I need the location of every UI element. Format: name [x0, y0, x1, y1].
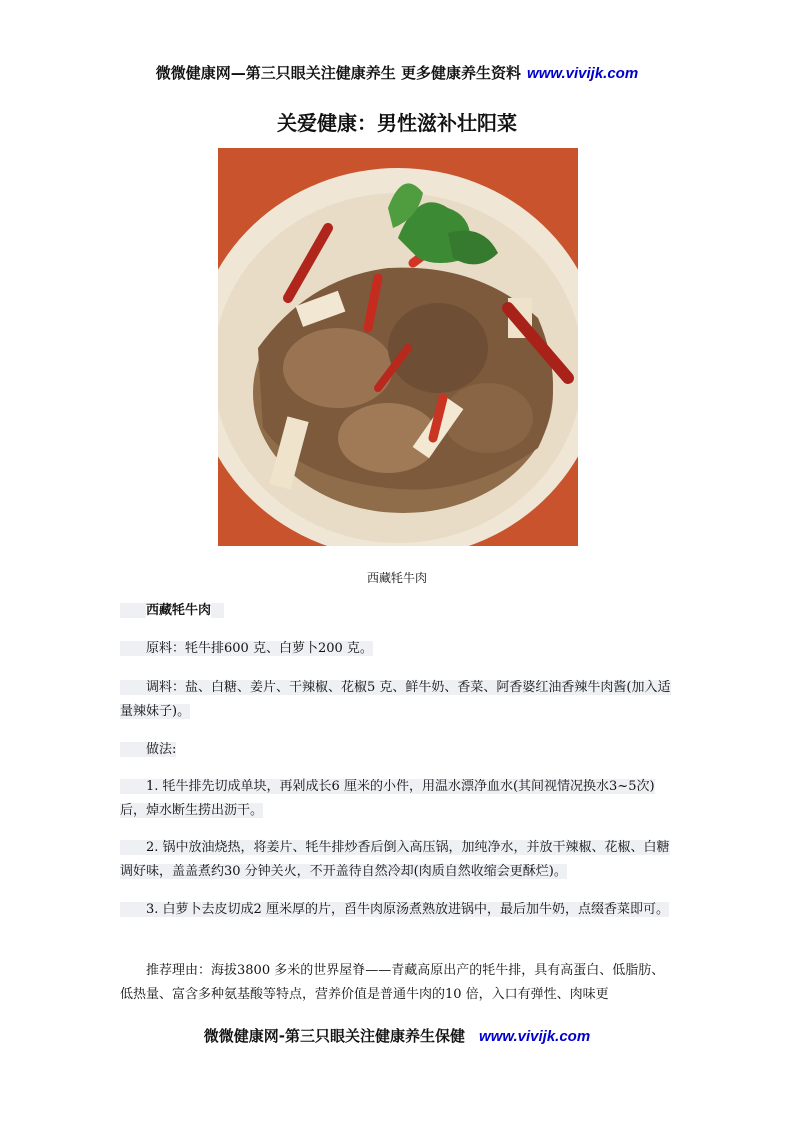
seasoning-para: [120, 676, 676, 724]
dish-photo: [218, 148, 578, 546]
ingredients-para: [120, 637, 676, 661]
seasoning-text: 调料：盐、白糖、姜片、干辣椒、花椒5 克、鲜牛奶、香菜、阿香婆红油香辣牛肉酱(加入适量辣妹子)。: [120, 680, 671, 719]
indent-spacer: [120, 902, 146, 917]
dish-illustration: [218, 148, 578, 546]
footer-text: 微微健康网-第三只眼关注健康养生保健: [203, 1027, 466, 1045]
recommendation-para: [120, 959, 676, 1007]
indent-spacer: [120, 641, 146, 656]
indent-spacer: [120, 840, 146, 855]
footer-site-link[interactable]: www.vivijk.com: [479, 1028, 591, 1045]
indent-spacer: [211, 603, 224, 618]
page-footer: [0, 1025, 794, 1046]
step-1-text: 1. 牦牛排先切成单块，再剁成长6 厘米的小件，用温水漂净血水(其间视情况换水3~5次)后，焯水断生捞出沥干。: [120, 779, 655, 818]
photo-caption: 西藏牦牛肉: [366, 571, 427, 585]
method-label-para: [120, 738, 676, 762]
article-title: 关爱健康：男性滋补壮阳菜: [277, 111, 517, 135]
step-2-para: [120, 836, 676, 884]
section-title-para: [120, 599, 676, 623]
page-header: [0, 62, 794, 83]
indent-spacer: [120, 680, 146, 695]
step-2-text: 2. 锅中放油烧热，将姜片、牦牛排炒香后倒入高压锅，加纯净水，并放干辣椒、花椒、白糖调好味，盖盖煮约30 分钟关火，不开盖待自然冷却(肉质自然收缩会更酥烂)。: [120, 840, 670, 879]
header-site-link[interactable]: www.vivijk.com: [527, 65, 639, 82]
step-1-para: [120, 775, 676, 823]
method-label: 做法:: [146, 742, 177, 757]
section-title: 西藏牦牛肉: [146, 603, 212, 618]
indent-spacer: [120, 963, 146, 978]
indent-spacer: [120, 742, 146, 757]
indent-spacer: [120, 779, 146, 794]
step-3-text: 3. 白萝卜去皮切成2 厘米厚的片，舀牛肉原汤煮熟放进锅中，最后加牛奶，点缀香菜即可。: [146, 902, 669, 917]
indent-spacer: [120, 603, 146, 618]
recommendation-text: 推荐理由：海拔3800 多米的世界屋脊——青藏高原出产的牦牛排，具有高蛋白、低脂肪、低热量、富含多种氨基酸等特点，营养价值是普通牛肉的10 倍，入口有弹性、肉味更: [120, 963, 665, 1002]
ingredients-text: 原料：牦牛排600 克、白萝卜200 克。: [146, 641, 373, 656]
header-text: 微微健康网—第三只眼关注健康养生 更多健康养生资料: [155, 64, 522, 82]
step-3-para: [120, 898, 676, 922]
